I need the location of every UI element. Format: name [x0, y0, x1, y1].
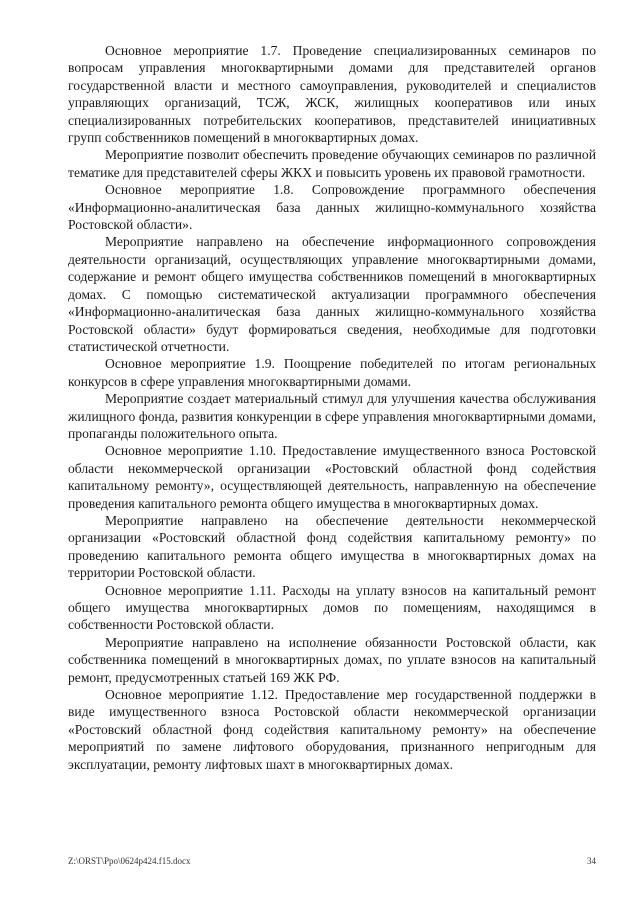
- paragraph-1-7-description: Мероприятие позволит обеспечить проведение обучающих семинаров по различной тематике для представителей сферы ЖКХ и повысить уровень их правовой грамотности.: [68, 147, 596, 180]
- footer-file-path: Z:\ORST\Ppo\0624p424.f15.docx: [68, 856, 191, 866]
- paragraph-1-7: Основное мероприятие 1.7. Проведение специализированных семинаров по вопросам управления многоквартирными домами для представителей органов государственной власти и местного самоуправления, руководителей и специалистов управляющих организаций, ТСЖ, ЖСК, жилищных кооперативов или иных специализированных потребительских кооперативов, представителей инициативных групп собственников помещений в многоквартирных домах.: [68, 43, 596, 146]
- document-body: [68, 42, 596, 773]
- page-number: 34: [587, 856, 596, 866]
- page-footer: [68, 856, 596, 867]
- paragraph-1-8: Основное мероприятие 1.8. Сопровождение программного обеспечения «Информационно-аналитическая база данных жилищно-коммунального хозяйства Ростовской области».: [68, 182, 596, 233]
- paragraph-1-10-description: Мероприятие направлено на обеспечение деятельности некоммерческой организации «Ростовский областной фонд содействия капитальному ремонту» по проведению капитального ремонта общего имущества в многоквартирных домах на территории Ростовской области.: [68, 512, 596, 581]
- paragraph-1-11-description: Мероприятие направлено на исполнение обязанности Ростовской области, как собственника помещений в многоквартирных домах, по уплате взносов на капитальный ремонт, предусмотренных статьей 169 ЖК РФ.: [68, 634, 596, 685]
- paragraph-1-9-description: Мероприятие создает материальный стимул для улучшения качества обслуживания жилищного фонда, развития конкуренции в сфере управления многоквартирными домами, пропаганды положительного опыта.: [68, 391, 596, 441]
- paragraph-1-10: Основное мероприятие 1.10. Предоставление имущественного взноса Ростовской области некоммерческой организации «Ростовский областной фонд содействия капитальному ремонту», осуществляющей деятельность, направленную на обеспечение проведения капитального ремонта общего имущества в многоквартирных домах.: [68, 443, 596, 511]
- paragraph-1-11: Основное мероприятие 1.11. Расходы на уплату взносов на капитальный ремонт общего имущества многоквартирных домов по помещениям, находящимся в собственности Ростовской области.: [68, 582, 596, 633]
- paragraph-1-12: Основное мероприятие 1.12. Предоставление мер государственной поддержки в виде имущественного взноса Ростовской области некоммерческой организации «Ростовский областной фонд содействия капитальному ремонту» на обеспечение мероприятий по замене лифтового оборудования, признанного непригодным для эксплуатации, ремонту лифтовых шахт в многоквартирных домах.: [68, 687, 596, 772]
- paragraph-1-9: Основное мероприятие 1.9. Поощрение победителей по итогам региональных конкурсов в сфере управления многоквартирными домами.: [68, 356, 596, 389]
- paragraph-1-8-description: Мероприятие направлено на обеспечение информационного сопровождения деятельности организаций, осуществляющих управление многоквартирными домами, содержание и ремонт общего имущества собственников помещений в многоквартирных домах. С помощью систематической актуализации программного обеспечения «Информационно-аналитическая база данных жилищно-коммунального хозяйства Ростовской области» будут формироваться сведения, необходимые для подготовки статистической отчетности.: [68, 234, 596, 354]
